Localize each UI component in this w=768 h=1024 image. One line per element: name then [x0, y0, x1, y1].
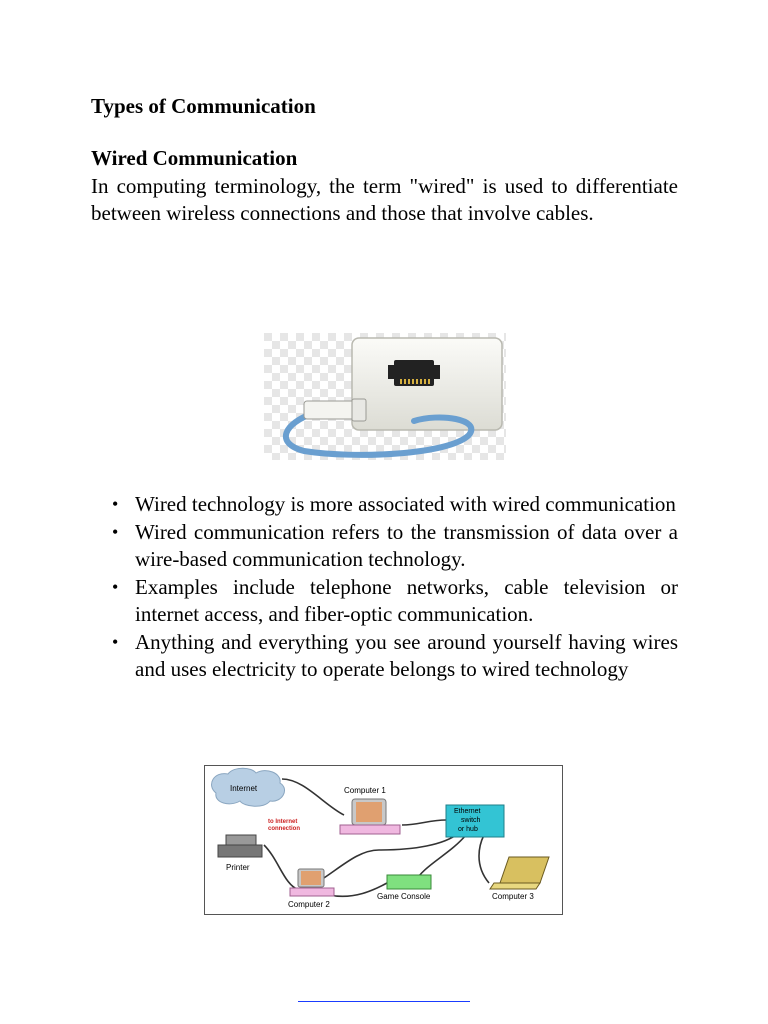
- bullet-icon: •: [112, 632, 119, 652]
- footer-link-line[interactable]: [298, 1001, 470, 1002]
- list-item: • Examples include telephone networks, cable television or internet access, and fiber-optic communication.: [112, 575, 678, 626]
- section-heading: Wired Communication: [91, 146, 298, 170]
- game-console-label: Game Console: [377, 892, 431, 901]
- internet-label: Internet: [230, 784, 258, 793]
- connection-label: connection: [268, 826, 301, 832]
- list-item: • Wired communication refers to the transmission of data over a wire-based communication technology.: [112, 520, 678, 571]
- computer-1-label: Computer 1: [344, 786, 386, 795]
- intro-paragraph: In computing terminology, the term "wired" is used to differentiate between wireless connections and those that involve cables.: [91, 174, 678, 225]
- printer-label: Printer: [226, 863, 250, 872]
- to-internet-label: to Internet: [268, 819, 298, 825]
- ethernet-socket-figure: [264, 333, 506, 460]
- switch-label-1: Ethernet: [454, 808, 481, 815]
- game-console-icon: [387, 875, 431, 889]
- bullet-icon: •: [112, 494, 119, 514]
- switch-label-3: or hub: [458, 826, 478, 833]
- list-item: • Wired technology is more associated with wired communication: [112, 492, 676, 516]
- page-title: Types of Communication: [91, 94, 316, 118]
- list-item: • Anything and everything you see around yourself having wires and uses electricity to operate belongs to wired technology: [112, 630, 678, 681]
- bullet-list: [91, 491, 678, 684]
- computer-3-label: Computer 3: [492, 892, 534, 901]
- computer-2-label: Computer 2: [288, 900, 330, 909]
- bullet-icon: •: [112, 577, 119, 597]
- bullet-icon: •: [112, 522, 119, 542]
- switch-label-2: switch: [461, 817, 481, 824]
- wired-network-diagram: [204, 765, 563, 915]
